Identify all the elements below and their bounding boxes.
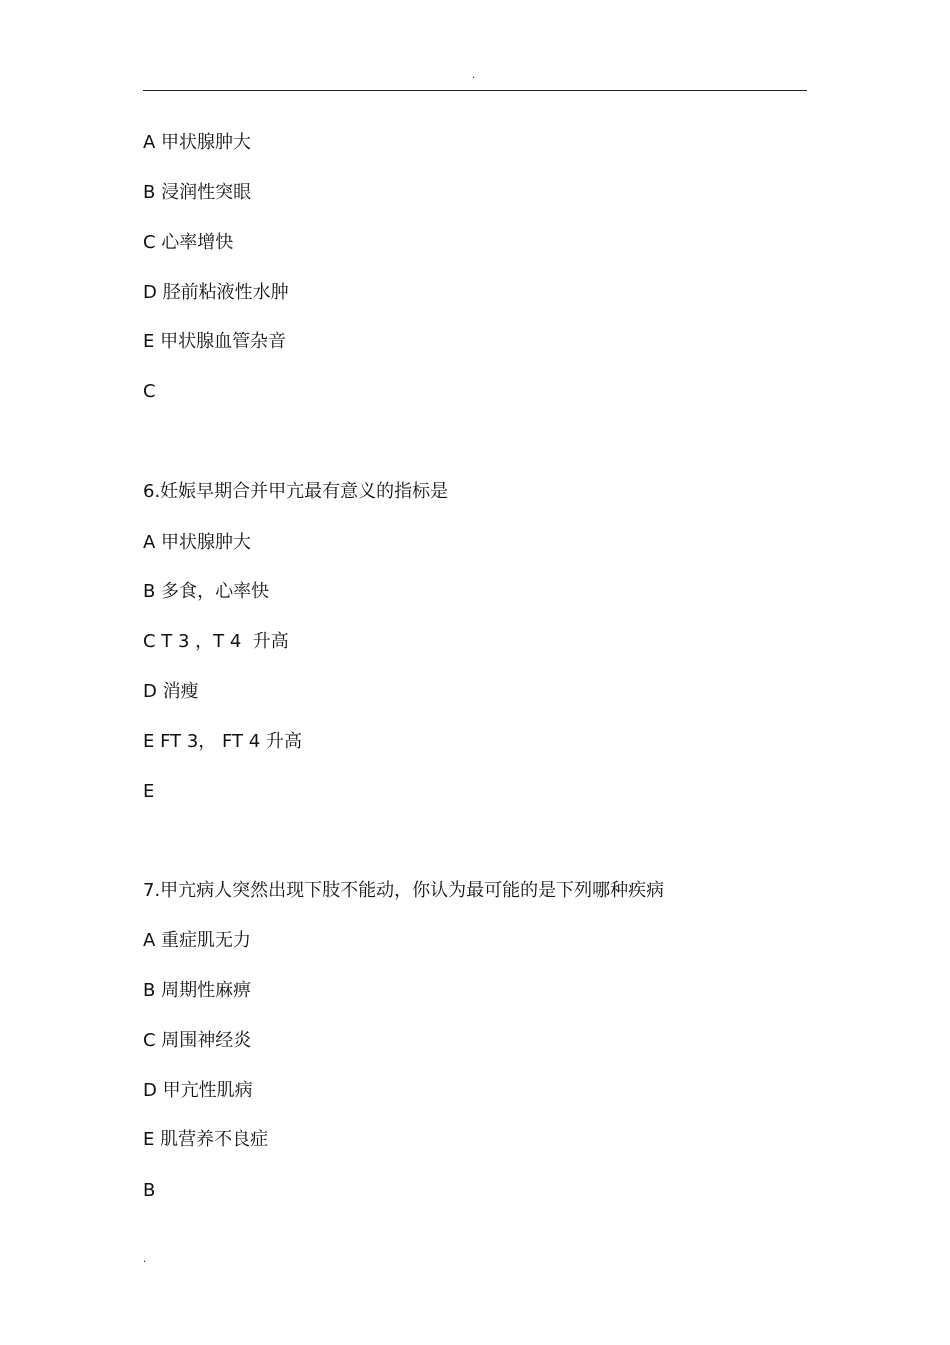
q6-option-a: A 甲状腺肿大 xyxy=(143,532,252,553)
q5-option-c: C 心率增快 xyxy=(143,232,234,253)
q6-option-b: B 多食，心率快 xyxy=(143,581,270,602)
footer-dot: . xyxy=(143,1254,147,1265)
q6-option-d: D 消瘦 xyxy=(143,681,199,702)
q6-answer: E xyxy=(143,781,155,802)
q6-option-e: E FT 3， FT 4 升高 xyxy=(143,731,302,752)
q7-option-b: B 周期性麻痹 xyxy=(143,980,252,1001)
q7-question: 7.甲亢病人突然出现下肢不能动，你认为最可能的是下列哪种疾病 xyxy=(143,880,665,901)
q7-option-e: E 肌营养不良症 xyxy=(143,1129,269,1150)
q5-answer: C xyxy=(143,381,156,402)
q5-option-a: A 甲状腺肿大 xyxy=(143,132,252,153)
header-rule xyxy=(143,90,807,91)
q5-option-d: D 胫前粘液性水肿 xyxy=(143,282,289,303)
q6-question: 6.妊娠早期合并甲亢最有意义的指标是 xyxy=(143,481,449,502)
q7-option-c: C 周围神经炎 xyxy=(143,1030,252,1051)
q7-option-a: A 重症肌无力 xyxy=(143,930,252,951)
q5-option-b: B 浸润性突眼 xyxy=(143,182,252,203)
q7-answer: B xyxy=(143,1180,156,1201)
q5-option-e: E 甲状腺血管杂音 xyxy=(143,331,287,352)
header-dot: . xyxy=(472,70,476,81)
q7-option-d: D 甲亢性肌病 xyxy=(143,1080,253,1101)
q6-option-c: C T 3 ，T 4 升高 xyxy=(143,631,289,652)
